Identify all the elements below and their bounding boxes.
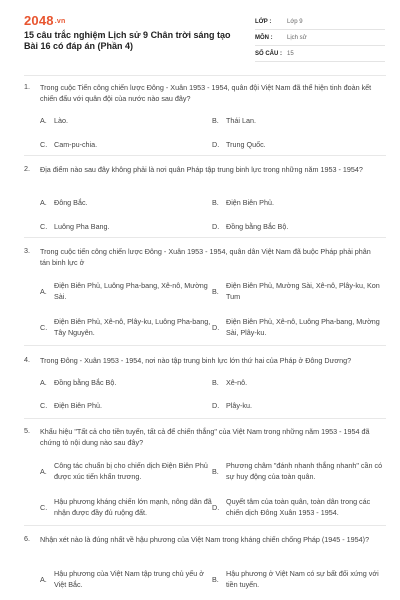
option-text: Luông Pha Bang.	[54, 222, 110, 231]
option-letter: D.	[212, 503, 220, 512]
option-text: Hậu phương ở Việt Nam có sự bất đối xứng với tiền tuyến.	[226, 569, 379, 589]
question-number: 3.	[24, 246, 30, 255]
option-text: Điện Biên Phủ, Mường Sài, Xê-nô, Plây-ku, Kon Tum	[226, 281, 380, 301]
option-text: Điện Biên Phủ.	[54, 401, 102, 410]
question-divider	[24, 155, 386, 156]
meta-row-subject	[255, 30, 385, 46]
header-divider	[24, 75, 386, 76]
option-text: Plây-ku.	[226, 401, 252, 410]
option-text: Phương châm "đánh nhanh thắng nhanh" cần có sự huy động của toàn quân.	[226, 461, 383, 481]
question-divider	[24, 418, 386, 419]
option-letter: C.	[40, 401, 48, 410]
option-letter: C.	[40, 140, 48, 149]
option-letter: C.	[40, 323, 48, 332]
meta-value: Lịch sử	[287, 34, 307, 41]
option-text: Lào.	[54, 116, 68, 125]
option-text: Điện Biên Phủ, Xê-nô, Luông Pha-bang, Mường Sài, Plây-ku.	[226, 317, 380, 337]
question-text: Trong Đông - Xuân 1953 - 1954, nơi nào tập trung binh lực lớn thứ hai của Pháp ở Đông Dương?	[40, 356, 352, 365]
page-title: 15 câu trắc nghiệm Lịch sử 9 Chân trời sáng tạo Bài 16 có đáp án (Phần 4)	[24, 30, 231, 51]
logo-suffix: .vn	[54, 18, 66, 26]
question-text: Trong cuộc tiến công chiến lược Đông - Xuân 1953 - 1954, quân dân Việt Nam đã buộc Pháp phải phân tán binh lực ở	[40, 247, 371, 267]
question-text: Địa điểm nào sau đây không phải là nơi quân Pháp tập trung binh lực trong những năm 1953 - 1954?	[40, 165, 363, 174]
meta-table	[255, 14, 385, 62]
option-text: Hậu phương của Việt Nam tập trung chủ yếu ở Việt Bắc.	[54, 569, 204, 589]
option-text: Đồng bằng Bắc Bộ.	[54, 378, 117, 387]
option-letter: B.	[212, 116, 219, 125]
option-text: Công tác chuẩn bị cho chiến dịch Điện Biên Phủ được xúc tiến khẩn trương.	[54, 461, 208, 481]
meta-row-count	[255, 46, 385, 62]
option-letter: A.	[40, 116, 47, 125]
question-number: 4.	[24, 355, 30, 364]
option-letter: B.	[212, 287, 219, 296]
meta-value: 15	[287, 50, 294, 57]
question-number: 6.	[24, 534, 30, 543]
question-number: 5.	[24, 426, 30, 435]
option-text: Quyết tâm của toàn quân, toàn dân trong các chiến dịch Đông Xuân 1953 - 1954.	[226, 497, 371, 517]
option-letter: B.	[212, 198, 219, 207]
option-text: Điện Biên Phủ, Xê-nô, Plây-ku, Luông Pha-bang, Tây Nguyên.	[54, 317, 211, 337]
option-letter: A.	[40, 198, 47, 207]
site-logo[interactable]	[24, 13, 65, 28]
option-text: Cam-pu-chia.	[54, 140, 98, 149]
option-text: Điện Biên Phủ.	[226, 198, 274, 207]
option-letter: B.	[212, 467, 219, 476]
meta-label: MÔN :	[255, 34, 273, 41]
option-letter: B.	[212, 575, 219, 584]
question-number: 1.	[24, 82, 30, 91]
header	[0, 0, 400, 60]
option-letter: A.	[40, 467, 47, 476]
question-text: Trong cuộc Tiến công chiến lược Đông - Xuân 1953 - 1954, quân đội Việt Nam đã thể hiện tinh đoàn kết chiến đấu với quân đội của nước nào sau đây?	[40, 83, 372, 103]
option-letter: D.	[212, 222, 220, 231]
logo-main: 2048	[24, 13, 54, 28]
meta-label: SỐ CÂU :	[255, 50, 282, 57]
option-letter: C.	[40, 503, 48, 512]
option-text: Hậu phương kháng chiến lớn mạnh, nông dân đã nhận được đầy đủ ruộng đất.	[54, 497, 212, 517]
option-letter: D.	[212, 401, 220, 410]
question-text: Nhận xét nào là đúng nhất về hậu phương của Việt Nam trong kháng chiến chống Pháp (1945 - 1954)?	[40, 535, 370, 544]
option-text: Xê-nô.	[226, 378, 248, 387]
question-text: Khẩu hiệu "Tất cả cho tiền tuyến, tất cả để chiến thắng" của Việt Nam trong những năm 1953 - 1954 đã chứng tỏ nội dung nào sau đây?	[40, 427, 370, 447]
question-divider	[24, 237, 386, 238]
option-letter: D.	[212, 323, 220, 332]
option-text: Đông Bắc.	[54, 198, 88, 207]
option-text: Trung Quốc.	[226, 140, 266, 149]
option-letter: A.	[40, 575, 47, 584]
question-number: 2.	[24, 164, 30, 173]
option-letter: D.	[212, 140, 220, 149]
option-letter: C.	[40, 222, 48, 231]
option-text: Thái Lan.	[226, 116, 256, 125]
option-letter: A.	[40, 378, 47, 387]
option-letter: A.	[40, 287, 47, 296]
question-divider	[24, 345, 386, 346]
question-divider	[24, 525, 386, 526]
meta-row-grade	[255, 14, 385, 30]
option-text: Đồng bằng Bắc Bộ.	[226, 222, 289, 231]
meta-value: Lớp 9	[287, 18, 303, 25]
option-text: Điện Biên Phủ, Luông Pha-bang, Xê-nô, Mường Sài.	[54, 281, 208, 301]
option-letter: B.	[212, 378, 219, 387]
meta-label: LỚP :	[255, 18, 272, 25]
